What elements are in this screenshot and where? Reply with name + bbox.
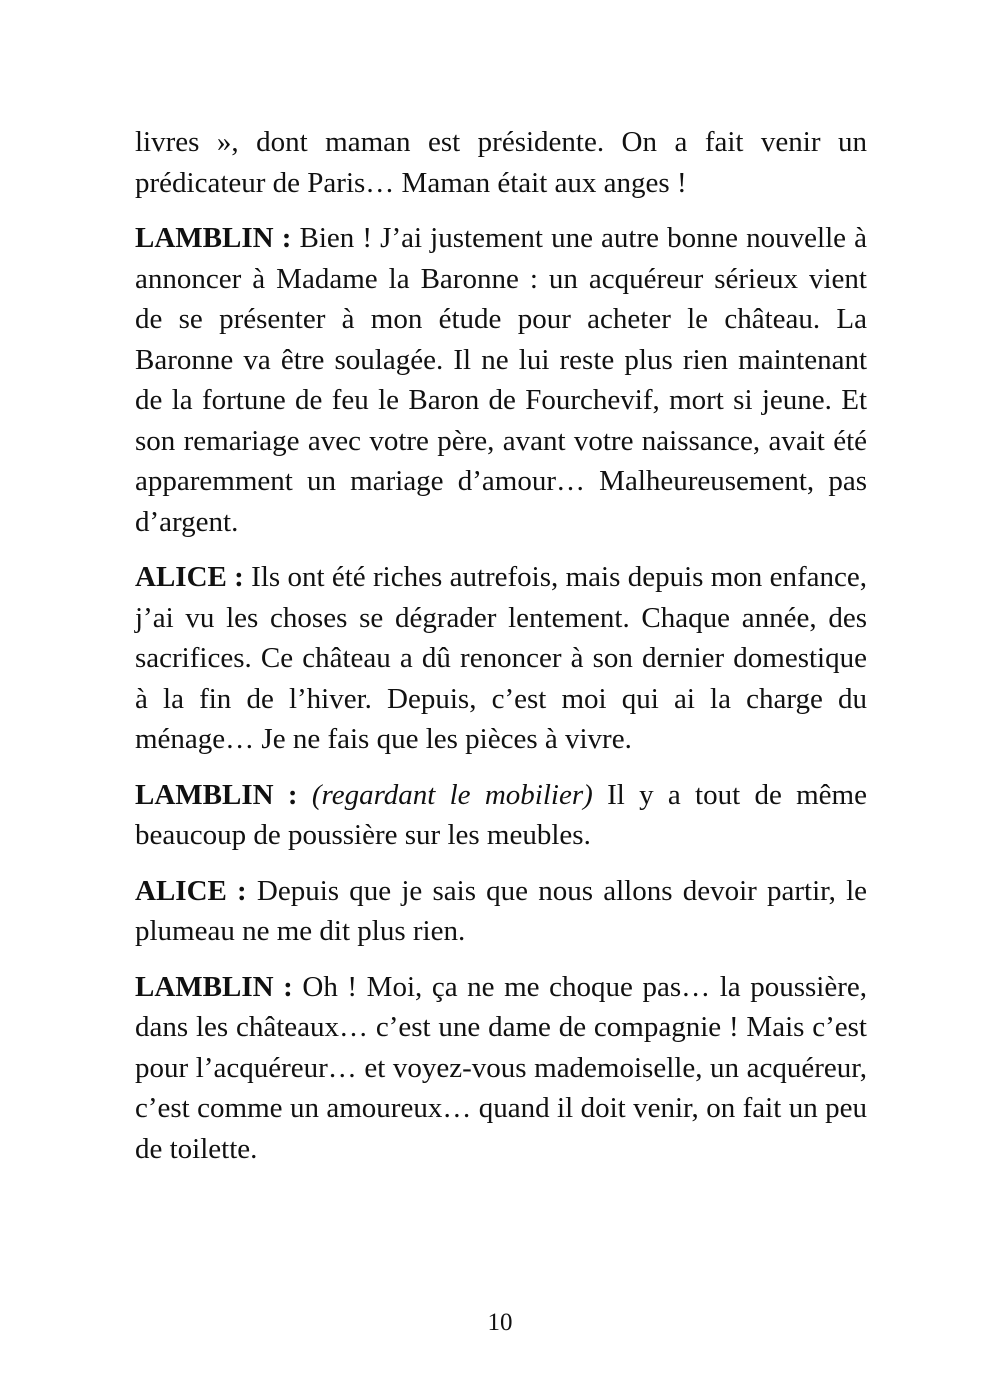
dialogue-text: Oh ! Moi, ça ne me choque pas… la poussière, dans les châteaux… c’est une dame de compagnie ! Mais c’est pour l’acquéreur… et voyez-vous mademoiselle, un acquéreur, c’est comme un amoureux… quand il doit venir, on fait un peu de toilette. (135, 970, 867, 1165)
speaker-name: ALICE : (135, 874, 247, 907)
dialogue-text: Bien ! J’ai justement une autre bonne nouvelle à annoncer à Madame la Baronne : un acquéreur sérieux vient de se présenter à mon étude pour acheter le château. La Baronne va être soulagée. Il ne lui reste plus rien maintenant de la fortune de feu le Baron de Fourchevif, mort si jeune. Et son remariage avec votre père, avant votre naissance, avait été apparemment un mariage d’amour… Malheureusement, pas d’argent. (135, 222, 867, 538)
speaker-name: ALICE : (135, 561, 244, 593)
dialogue-text: Depuis que je sais que nous allons devoir partir, le plumeau ne me dit plus rien. (135, 874, 868, 947)
dialogue-lamblin-1 (135, 218, 867, 542)
paragraph-text: livres », dont maman est présidente. On a fait venir un prédicateur de Paris… Maman était aux anges ! (135, 126, 867, 199)
dialogue-lamblin-3 (135, 967, 867, 1170)
speaker-name: LAMBLIN : (135, 970, 293, 1003)
stage-direction: (regardant le mobilier) (311, 778, 593, 811)
page-number: 10 (487, 1309, 513, 1336)
dialogue-alice-2 (135, 871, 867, 952)
dialogue-lamblin-2 (135, 775, 867, 856)
dialogue-text: Il y a tout de même beaucoup de poussière sur les meubles. (135, 778, 867, 851)
speaker-name: LAMBLIN : (135, 222, 292, 254)
speaker-name: LAMBLIN : (135, 778, 298, 811)
dialogue-text: Ils ont été riches autrefois, mais depuis mon enfance, j’ai vu les choses se dégrader lentement. Chaque année, des sacrifices. Ce château a dû renoncer à son dernier domestique à la fin de l’hiver. Depuis, c’est moi qui ai la charge du ménage… Je ne fais que les pièces à vivre. (135, 561, 868, 755)
paragraph-continuation (135, 122, 867, 203)
dialogue-alice-1 (135, 557, 867, 760)
page-body (135, 122, 867, 1184)
